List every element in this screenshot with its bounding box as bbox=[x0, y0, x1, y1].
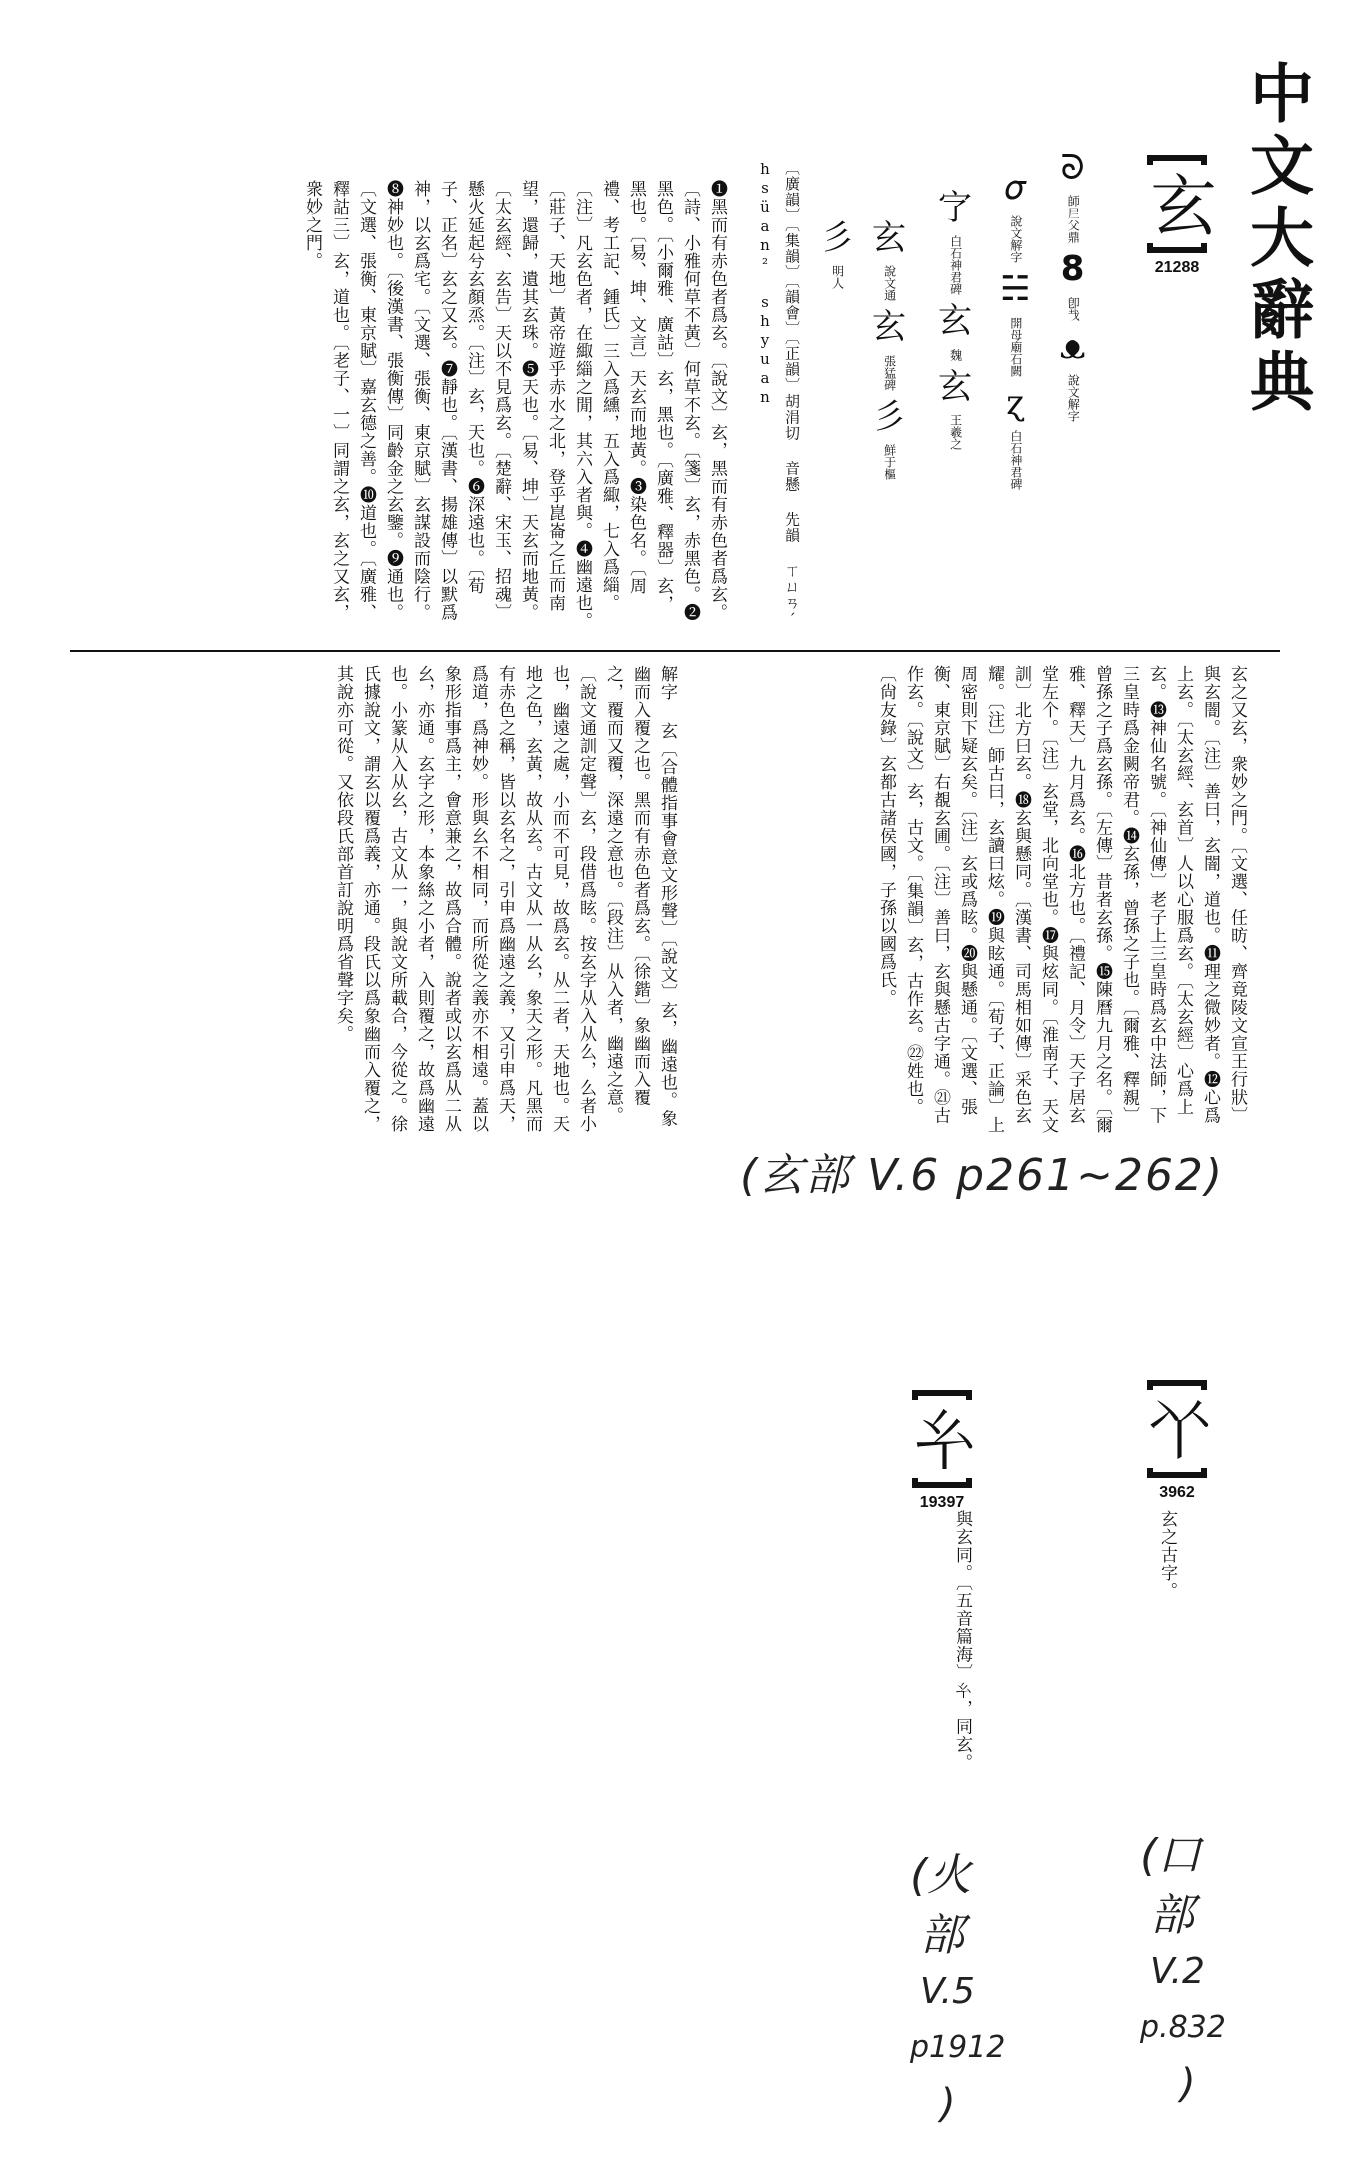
glyph-caption: 開母廟石闕 bbox=[1008, 316, 1023, 377]
ancient-glyph: 玄 bbox=[872, 218, 906, 258]
note-line: V.5 bbox=[920, 1971, 975, 2012]
note-line: 部 bbox=[920, 1910, 964, 1961]
glyph-caption: 說文解字 bbox=[1008, 215, 1023, 264]
headword-char: 𠁥 bbox=[1139, 1396, 1216, 1462]
note-line: 部 bbox=[1150, 1890, 1194, 1941]
ancient-glyph: 玄 bbox=[938, 366, 972, 407]
headword-entry-2 bbox=[905, 1390, 979, 1512]
glyph-caption: 明人 bbox=[830, 265, 845, 290]
ancient-forms-col-5 bbox=[820, 220, 854, 289]
headword-number: 19397 bbox=[919, 1494, 965, 1511]
bracket-bottom bbox=[912, 1478, 972, 1488]
headword-entry-3 bbox=[1140, 1380, 1214, 1502]
ancient-forms-col-3 bbox=[938, 190, 972, 450]
ancient-glyph: ᘐ bbox=[1060, 148, 1085, 188]
definitions-lower: 玄之又玄，衆妙之門。〔文選、任昉、齊竟陵文宣王行狀〕與玄闇。〔注〕善曰，玄闇，道也。⓫理之微妙者。⓬心爲上玄。〔太玄經、玄首〕人以心服爲玄。〔太玄經〕心爲上玄。⓭神仙名號。〔神仙傳〕老子上三皇時爲玄中法師，下三皇時爲金闕帝君。⓮玄孫，曾孫之子也。〔爾雅、釋親〕曾孫之子爲玄孫。〔左傳〕昔者玄孫。⓯陳曆九月之名。〔爾雅、釋天〕九月爲玄。⓰北方也。〔禮記、月令〕天子居玄堂左个。〔注〕玄堂，北向堂也。⓱與炫同。〔淮南子、天文訓〕北方曰玄。⓲玄與懸同。〔漢書、司馬相如傳〕采色玄耀。〔注〕師古曰，玄讀曰炫。⓳與眩通。〔荀子、正論〕上周密則下疑玄矣。〔注〕玄或爲眩。⓴與懸通。〔文選、張衡、東京賦〕右覩玄圃。〔注〕善曰，玄與懸古字通。㉑古作玄。〔說文〕玄，古文。〔集韻〕玄，古作玄。㉒姓也。〔尙友錄〕玄都古諸侯國，子孫以國爲氏。 bbox=[876, 665, 1247, 1134]
bracket-bottom bbox=[1147, 243, 1207, 253]
glyph-caption: 王羲之 bbox=[948, 414, 963, 451]
glyph-caption: 說文通 bbox=[882, 265, 897, 302]
definitions-upper: ❶黑而有赤色者爲玄。〔說文〕玄，黑而有赤色者爲玄。〔詩、小雅何草不黃〕何草不玄。〔箋〕玄，赤黑色。❷黑色。〔小爾雅、廣詁〕玄，黑也。〔廣雅、釋器〕玄，黑也。〔易、坤、文言〕天玄而地黃。❸染色名。〔周禮、考工記、鍾氏〕三入爲纁，五入爲緅，七入爲緇。〔注〕凡玄色者，在緅緇之閒，其六入者與。❹幽遠也。〔莊子、天地〕黃帝遊乎赤水之北，登乎崑崙之丘而南望，還歸，遺其玄珠。❺天也。〔易、坤〕天玄而地黃。〔太玄經、玄告〕天以不見爲玄。〔楚辭、宋玉、招魂〕懸火延起兮玄顏烝。〔注〕玄，天也。❻深遠也。〔荀子、正名〕玄之又玄。❼靜也。〔漢書、揚雄傳〕以默爲神，以玄爲宅。〔文選、張衡、東京賦〕玄謀設而陰行。❽神妙也。〔後漢書、張衡傳〕同齡金之玄鑒。❾通也。〔文選、張衡、東京賦〕嘉玄德之善。❿道也。〔廣雅、釋詁三〕玄，道也。〔老子、一〕同謂之玄，玄之又玄，衆妙之門。 bbox=[302, 180, 727, 630]
handwritten-note-3 bbox=[1130, 1830, 1260, 2140]
headword-char: 𢆯 bbox=[904, 1406, 981, 1472]
note-line: ) bbox=[1180, 2061, 1196, 2107]
glyph-caption: 張猛碑 bbox=[882, 354, 897, 391]
character-explanation: 解字 玄〔合體指事會意文形聲〕〔說文〕玄，幽遠也。象幽而入覆之也。黑而有赤色者爲玄。〔徐鍇〕象幽而入覆之，覆而又覆，深遠之意也。〔段注〕从入者，幽遠之意。〔說文通訓定聲〕玄，段借爲眩。按玄字从入从么，么者小也，幽遠之處，小而不可見，故爲玄。从二者，天地也。天地之色，玄黃，故从玄。古文从一从幺，象天之形。凡黑而有赤色之稱，皆以玄名之，引申爲幽遠之義，又引申爲天，爲道，爲神妙。形與幺不相同，而所從之義亦不相遠。蓋以象形指事爲主，會意兼之，故爲合體。說者或以玄爲从二从幺，亦通。玄字之形，本象絲之小者，入則覆之，故爲幽遠也。小篆从入从幺，古文从一，與說文所載合，今從之。徐氏據說文，謂玄以覆爲義，亦通。段氏以爲象幽而入覆之，其說亦可從。又依段氏部首訂說明爲省聲字矣。 bbox=[333, 665, 677, 1133]
ancient-glyph: ᴥ bbox=[1060, 326, 1086, 367]
handwritten-note-1: (玄部 V.6 p261~262) bbox=[740, 1150, 1225, 1201]
note-line: ) bbox=[940, 2081, 956, 2127]
ancient-glyph: 彡 bbox=[820, 218, 854, 258]
headword-main bbox=[1140, 155, 1214, 277]
ancient-glyph: ☵ bbox=[1000, 269, 1031, 310]
headword-char: 玄 bbox=[1139, 171, 1216, 237]
entry-2-definition: 與玄同。〔五音篇海〕𢆯，同玄。 bbox=[952, 1510, 972, 1772]
note-line: (口 bbox=[1140, 1830, 1202, 1881]
headword-number: 21288 bbox=[1154, 259, 1200, 276]
section-divider bbox=[70, 650, 1280, 652]
note-line: p1912 bbox=[910, 2030, 1006, 2065]
bracket-bottom bbox=[1147, 1468, 1207, 1478]
note-line: V.2 bbox=[1150, 1951, 1205, 1992]
note-line: (火 bbox=[910, 1850, 972, 1901]
ancient-forms-col-1 bbox=[1060, 150, 1085, 422]
glyph-caption: 白石神君碑 bbox=[948, 235, 963, 296]
ancient-glyph: 㝋 bbox=[938, 188, 972, 228]
handwritten-note-2 bbox=[900, 1850, 1010, 2160]
ancient-glyph: 玄 bbox=[938, 301, 972, 342]
pronunciation: 〔廣韻〕〔集韻〕〔韻會〕〔正韻〕胡涓切 音懸 先韻 ㄒㄩㄢˊ hsüan² shyuan bbox=[756, 160, 801, 630]
ancient-glyph: 𝟴 bbox=[1060, 249, 1085, 290]
ancient-forms-col-4 bbox=[872, 220, 906, 480]
note-line: p.832 bbox=[1140, 2010, 1226, 2045]
bracket-top bbox=[1147, 155, 1207, 165]
ancient-glyph: ɀ bbox=[1006, 382, 1025, 423]
ancient-glyph: 𝜎 bbox=[1004, 168, 1026, 208]
dictionary-title: 中文大辭典 bbox=[1239, 60, 1314, 420]
glyph-caption: 魏 bbox=[948, 348, 963, 361]
glyph-caption: 卽𢦏 bbox=[1066, 296, 1081, 321]
ancient-forms-col-2 bbox=[1000, 170, 1030, 490]
bracket-top bbox=[1147, 1380, 1207, 1390]
ancient-glyph: 彡 bbox=[872, 396, 906, 437]
glyph-caption: 白石神君碑 bbox=[1008, 430, 1023, 491]
bracket-top bbox=[912, 1390, 972, 1400]
headword-number: 3962 bbox=[1159, 1484, 1195, 1501]
glyph-caption: 說文解字 bbox=[1066, 374, 1081, 423]
glyph-caption: 師𡰥父鼎 bbox=[1066, 195, 1081, 244]
ancient-glyph: 玄 bbox=[872, 307, 906, 348]
entry-3-definition: 玄之古字。 bbox=[1157, 1510, 1177, 1600]
glyph-caption: 鮮于樞 bbox=[882, 444, 897, 481]
